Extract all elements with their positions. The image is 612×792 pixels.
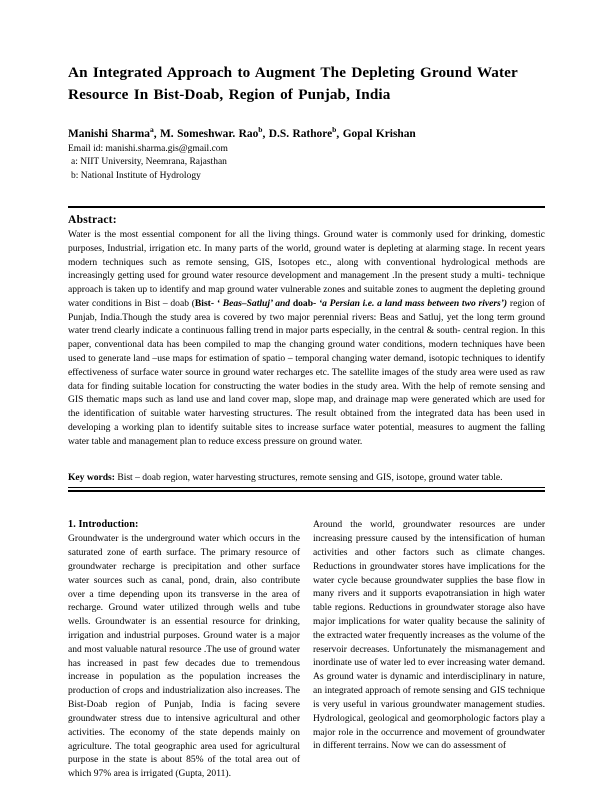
author-separator-1: , — [153, 128, 161, 141]
author-affil-marker-1: a — [149, 125, 154, 135]
introduction-column-right — [313, 518, 545, 753]
abstract-top-rule — [68, 206, 545, 208]
author-affil-marker-2: b — [258, 125, 263, 135]
abstract-part-2: region of Punjab, India.Though the study area is covered by two major perennial rivers: Beas and Satluj, yet the long term ground water trend clearly indicate a continuous falling trend in major parts especially, in the central & south- central region. In this paper, conventional data has been compiled to map the changing ground water conditions, modern techniques have been used to generate land –use maps for estimation of spatio – temporal changing water demand, isotopic techniques to identify effectiveness of surface water source in ground water recharges etc. The satellite images of the study area were used as raw data for finding suitable location for constructing the water bodies in the study area. With the help of remote sensing and GIS thematic maps such as land use and land cover map, slope map, and drainage map were generated which are used for the identification of suitable water harvesting structures. The result obtained from the integrated data has been used in developing a working plan to identify suitable sites to increase surface water potential, measures to augment the falling water table and management plan to reduce excess pressure on ground water. — [68, 297, 546, 447]
author-separator-3: , — [336, 128, 343, 141]
author-list — [68, 127, 545, 142]
author-email: Email id: manishi.sharma.gis@gmail.com — [68, 143, 228, 154]
abstract-bolditalic-1: ‘ Beas–Satluj’ and — [214, 297, 291, 309]
author-name-1: Manishi Sharma — [68, 128, 150, 141]
abstract-bolditalic-2: ‘a Persian i.e. a land mass between two rivers’) — [316, 297, 508, 309]
abstract-heading: Abstract: — [68, 213, 117, 226]
author-name-2: M. Someshwar. Rao — [160, 128, 259, 141]
author-affil-marker-3: b — [332, 125, 337, 135]
abstract-part-1: Water is the most essential component for all the living things. Ground water is commonly used for drinking, domestic purposes, Industrial, irrigation etc. In many parts of the world, ground water is depleting at alarming stage. In recent years modern techniques such as remote sensing, GIS, Isotopes etc., along with conventional hydrological methods are increasingly getting used for ground water resource development and management .In the present study a multi- technique approach is taken up to identify and map ground water vulnerable zones and suitable zones to augment the depleting ground water conditions in Bist – doab ( — [68, 229, 545, 309]
author-separator-2: , — [262, 128, 269, 141]
abstract-bottom-rule — [68, 487, 545, 492]
affiliation-b: b: National Institute of Hydrology — [71, 170, 201, 181]
introduction-paragraph-right: Around the world, groundwater resources are under increasing pressure caused by the intensification of human activities and other factors such as climate changes. Reductions in groundwater stores have implications for the water cycle because groundwater supplies the base flow in many rivers and it supports evapotransiation in high water table regions. Reductions in groundwater storage also have major implications for water quality because the salinity of the extracted water frequently increases as the volume of the reservoir decreases. Unfortunately the mismanagement and inordinate use of water led to ever increasing water demand. As ground water is dynamic and interdisciplinary in nature, an integrated approach of remote sensing and GIS technique is very useful in various groundwater management studies. Hydrological, geological and geomorphologic factors play a major role in the occurrence and movement of groundwater in different terrains. Now we can do assessment of — [313, 519, 545, 752]
abstract-bold-1: Bist- — [194, 297, 215, 309]
author-block — [68, 127, 545, 183]
introduction-column-left — [68, 532, 300, 781]
abstract-text — [68, 228, 545, 449]
title-line-1: An Integrated Approach to Augment The Depleting Ground Water — [68, 64, 518, 81]
keywords-line — [68, 471, 545, 485]
author-name-4: Gopal Krishan — [342, 128, 416, 141]
author-name-3: D.S. Rathore — [268, 128, 333, 141]
page-title — [68, 62, 545, 105]
abstract-bold-2: doab- — [290, 297, 317, 309]
affiliation-a: a: NIIT University, Neemrana, Rajasthan — [71, 157, 227, 168]
keywords-text: Bist – doab region, water harvesting structures, remote sensing and GIS, isotope, ground water table. — [114, 471, 503, 483]
keywords-label: Key words: — [68, 471, 115, 483]
section-heading-introduction: 1. Introduction: — [68, 519, 139, 531]
introduction-paragraph-left: Groundwater is the underground water which occurs in the saturated zone of earth surface. The primary resource of groundwater recharge is precipitation and other surface water sources such as canal, pond, drain, also contribute over a time depending upon its transverse in the area of recharge. Ground water utilized through wells and tube wells. Groundwater is an essential resource for drinking, irrigation and industrial purposes. Ground water is a major and most valuable natural resource .The use of ground water has increased in past few decades due to tremendous increase in population as the population increases the production of crops and industrialization also increases. The Bist-Doab region of Punjab, India is facing severe groundwater stress due to intensive agricultural and other activities. The economy of the state depends mainly on agriculture. The total geographic area used for agricultural purpose in the state is about 85% of the total area out of which 97% area is irrigated (Gupta, 2011). — [68, 533, 300, 780]
title-line-2: Resource In Bist-Doab, Region of Punjab, India — [68, 85, 391, 103]
